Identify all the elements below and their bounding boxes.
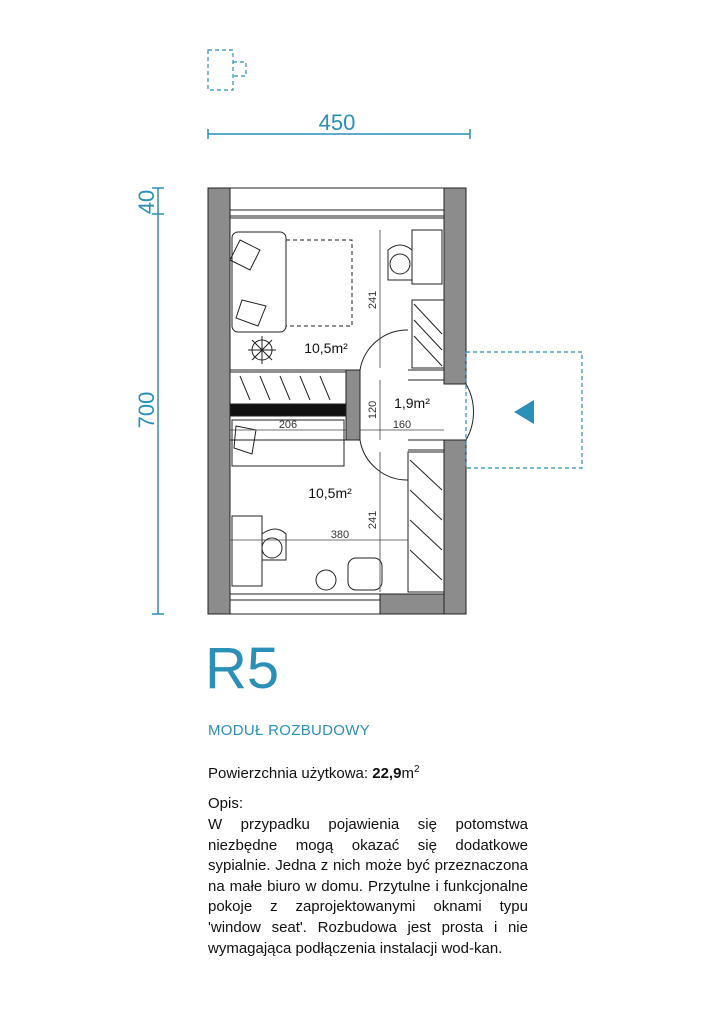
usable-area-unit: m — [401, 765, 414, 782]
module-code: R5 — [205, 636, 280, 701]
desk-bottom-left — [232, 516, 286, 586]
room-area-bottom: 10,5m² — [308, 485, 352, 501]
description-text: W przypadku pojawienia się potomstwa niezbędne mogą okazać się dodatkowe sypialnie. Jedna z nich może być przeznaczona na małe biuro w domu. Przytulne i funkcjonalne pokoje z zaprojektowanymi oknami typu 'window seat'. Rozbudowa jest prosta i nie wymagająca podłączenia instalacji wod-kan. — [208, 816, 528, 957]
width-label: 450 — [318, 110, 356, 135]
window-seat-top — [412, 300, 444, 368]
usable-area-label: Powierzchnia użytkowa: — [208, 765, 369, 782]
entry-door — [444, 384, 474, 440]
top-window — [230, 188, 444, 218]
plant-icon — [248, 336, 276, 364]
armchair — [316, 558, 382, 590]
usable-area — [208, 764, 420, 782]
room-area-hall: 1,9m² — [394, 395, 430, 411]
bed-top — [230, 232, 352, 332]
depth-top-label: 40 — [134, 189, 159, 215]
desk-top-right — [388, 230, 442, 284]
usable-area-unit-sup: 2 — [413, 764, 420, 775]
dim-120: 120 — [367, 400, 379, 420]
bottom-window — [230, 594, 380, 614]
room-area-top: 10,5m² — [304, 340, 348, 356]
dim-241-bottom: 241 — [367, 510, 379, 530]
window-seat-bottom — [408, 452, 444, 592]
wardrobe — [230, 372, 346, 416]
description-label: Opis: — [208, 795, 244, 812]
entry-arrow-icon — [514, 400, 534, 424]
usable-area-value: 22,9 — [372, 765, 402, 782]
dim-206: 206 — [278, 419, 298, 431]
key-plan-icon — [208, 50, 246, 90]
dim-241-top: 241 — [367, 290, 379, 310]
module-subtitle: MODUŁ ROZBUDOWY — [208, 722, 370, 739]
dim-160: 160 — [392, 419, 412, 431]
depth-total-label: 700 — [134, 391, 159, 429]
dim-380: 380 — [330, 529, 350, 541]
